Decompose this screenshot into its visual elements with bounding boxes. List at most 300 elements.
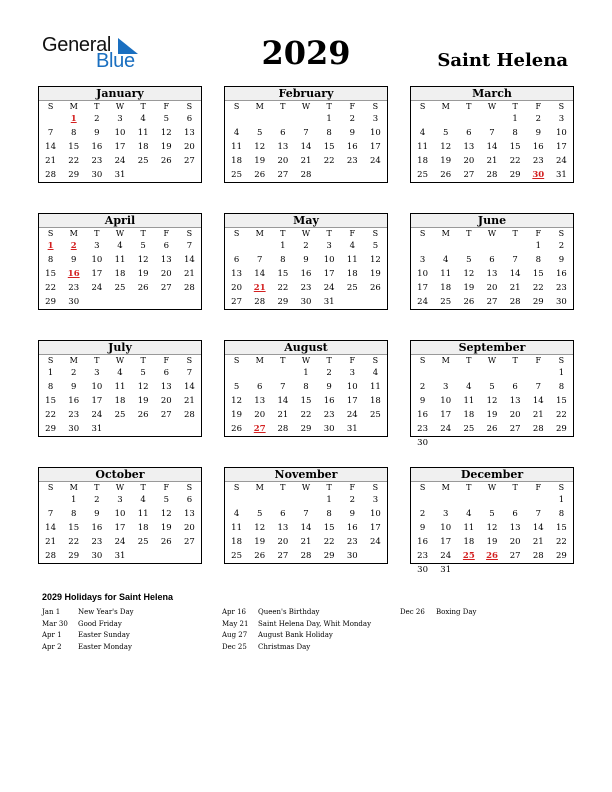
empty-day-cell xyxy=(364,549,387,563)
weekday-header: M xyxy=(69,483,78,492)
logo-text-blue: Blue xyxy=(96,50,135,72)
weekday-header: S xyxy=(233,356,240,365)
empty-day-cell xyxy=(132,549,155,563)
day-cell: 26 xyxy=(137,283,149,293)
day-cell: 18 xyxy=(370,396,381,406)
holiday-row xyxy=(222,607,392,619)
empty-day-cell xyxy=(271,112,294,126)
weekday-header: T xyxy=(326,229,332,238)
day-cell: 8 xyxy=(303,382,309,392)
weekday-header: T xyxy=(280,483,286,492)
day-cell: 3 xyxy=(372,114,379,124)
day-cell: 17 xyxy=(370,142,381,152)
day-cell: 10 xyxy=(91,255,103,265)
empty-day-cell xyxy=(294,112,317,126)
day-cell: 18 xyxy=(231,537,242,547)
day-cell: 15 xyxy=(556,396,567,406)
day-cell: 3 xyxy=(419,255,426,265)
month-october xyxy=(38,467,202,564)
weekday-header: S xyxy=(372,102,379,111)
day-cell: 30 xyxy=(556,297,567,307)
day-cell: 3 xyxy=(117,495,123,505)
holiday-row xyxy=(42,619,212,631)
day-cell: 22 xyxy=(68,156,80,166)
day-cell: 15 xyxy=(68,523,80,533)
day-cell: 20 xyxy=(509,537,521,547)
day-cell: 29 xyxy=(323,551,335,561)
day-cell: 11 xyxy=(137,509,149,519)
day-cell: 9 xyxy=(94,128,100,138)
day-cell: 17 xyxy=(91,269,103,279)
empty-day-cell xyxy=(480,112,503,126)
weekday-header: M xyxy=(441,102,450,111)
day-cell: 5 xyxy=(140,368,146,378)
day-cell: 8 xyxy=(47,255,54,265)
day-cell: 4 xyxy=(233,509,240,519)
day-cell: 7 xyxy=(512,255,518,265)
empty-day-cell xyxy=(225,239,248,253)
day-cell: 20 xyxy=(184,142,195,152)
day-cell: 16 xyxy=(346,142,358,152)
month-name: November xyxy=(225,468,387,482)
empty-day-cell xyxy=(155,549,178,563)
logo-text-general: General xyxy=(42,34,112,56)
day-cell: 19 xyxy=(463,283,475,293)
weekday-header: S xyxy=(558,102,565,111)
day-cell: 11 xyxy=(231,523,242,533)
weekday-header: S xyxy=(419,102,426,111)
day-cell: 19 xyxy=(370,269,381,279)
holiday-name: August Bank Holiday xyxy=(258,631,333,639)
day-cell: 24 xyxy=(91,410,103,420)
empty-day-cell xyxy=(85,295,108,309)
day-cell: 31 xyxy=(556,170,567,180)
day-cell: 11 xyxy=(370,382,381,392)
weekday-header: W xyxy=(115,229,125,238)
day-cell: 8 xyxy=(47,382,54,392)
weekday-header: M xyxy=(255,483,264,492)
holiday-row xyxy=(222,630,392,642)
empty-day-cell xyxy=(178,295,201,309)
day-cell: 19 xyxy=(160,523,172,533)
day-cell: 2 xyxy=(349,114,355,124)
day-cell: 2 xyxy=(326,368,332,378)
empty-day-cell xyxy=(480,366,503,380)
day-cell: 16 xyxy=(91,142,103,152)
weekday-header: M xyxy=(255,229,264,238)
day-cell: 6 xyxy=(163,241,169,251)
day-cell: 21 xyxy=(300,156,312,166)
day-cell: 22 xyxy=(532,283,544,293)
day-cell: 5 xyxy=(163,495,169,505)
day-cell: 8 xyxy=(326,128,332,138)
day-cell: 20 xyxy=(160,269,172,279)
weekday-header: S xyxy=(47,102,54,111)
day-cell: 7 xyxy=(303,128,309,138)
day-cell: 6 xyxy=(512,509,518,519)
day-cell: 9 xyxy=(349,509,355,519)
empty-day-cell xyxy=(411,239,434,253)
empty-day-cell xyxy=(225,493,248,507)
day-cell: 5 xyxy=(443,128,449,138)
day-cell: 24 xyxy=(370,537,381,547)
day-cell: 9 xyxy=(419,523,426,533)
weekday-header: T xyxy=(94,483,100,492)
day-cell: 2 xyxy=(558,241,565,251)
month-name: October xyxy=(39,468,201,482)
empty-day-cell xyxy=(364,168,387,182)
day-cell: 24 xyxy=(440,551,452,561)
month-november xyxy=(224,467,388,564)
day-cell: 5 xyxy=(233,382,240,392)
day-cell: 24 xyxy=(370,156,381,166)
holiday-date: May 21 xyxy=(222,619,249,628)
day-cell: 17 xyxy=(417,283,428,293)
day-cell: 28 xyxy=(300,551,312,561)
holiday-day-cell: 1 xyxy=(47,241,54,251)
day-cell: 23 xyxy=(417,551,428,561)
day-cell: 14 xyxy=(45,142,56,152)
day-cell: 31 xyxy=(440,565,452,575)
empty-day-cell xyxy=(294,493,317,507)
generalblue-logo xyxy=(42,34,142,74)
holiday-name: Queen's Birthday xyxy=(258,608,320,616)
holiday-row xyxy=(400,607,570,619)
day-cell: 26 xyxy=(160,156,172,166)
day-cell: 10 xyxy=(440,396,452,406)
empty-day-cell xyxy=(39,112,62,126)
day-cell: 11 xyxy=(114,255,126,265)
day-cell: 3 xyxy=(443,382,449,392)
weekday-header: M xyxy=(441,483,450,492)
weekday-header: W xyxy=(301,483,311,492)
day-cell: 11 xyxy=(346,255,358,265)
day-cell: 3 xyxy=(443,509,449,519)
day-cell: 10 xyxy=(114,128,126,138)
holiday-name: Good Friday xyxy=(78,619,122,628)
day-cell: 23 xyxy=(417,424,428,434)
holiday-name: New Year's Day xyxy=(78,608,134,616)
day-cell: 4 xyxy=(140,114,146,124)
day-cell: 4 xyxy=(419,128,426,138)
day-cell: 15 xyxy=(532,269,544,279)
day-cell: 11 xyxy=(114,382,126,392)
day-cell: 5 xyxy=(140,241,146,251)
empty-day-cell xyxy=(341,295,364,309)
day-cell: 19 xyxy=(486,537,498,547)
day-cell: 11 xyxy=(137,128,149,138)
day-cell: 1 xyxy=(558,495,565,505)
day-cell: 4 xyxy=(233,128,240,138)
day-cell: 15 xyxy=(300,396,312,406)
day-cell: 26 xyxy=(254,170,266,180)
day-cell: 26 xyxy=(137,410,149,420)
day-cell: 25 xyxy=(114,283,126,293)
day-cell: 16 xyxy=(68,396,80,406)
weekday-header: T xyxy=(326,356,332,365)
day-cell: 20 xyxy=(277,537,289,547)
holiday-date: Mar 30 xyxy=(42,619,68,628)
day-cell: 19 xyxy=(254,156,266,166)
month-january xyxy=(38,86,202,183)
day-cell: 18 xyxy=(463,537,475,547)
weekday-header: S xyxy=(372,356,379,365)
day-cell: 23 xyxy=(532,156,544,166)
day-cell: 3 xyxy=(94,368,100,378)
day-cell: 16 xyxy=(323,396,335,406)
day-cell: 7 xyxy=(186,368,193,378)
day-cell: 26 xyxy=(486,424,498,434)
day-cell: 10 xyxy=(440,523,452,533)
day-cell: 6 xyxy=(186,495,193,505)
day-cell: 19 xyxy=(137,269,149,279)
month-april xyxy=(38,213,202,310)
empty-day-cell xyxy=(364,422,387,436)
empty-day-cell xyxy=(480,563,503,577)
holiday-date: Jan 1 xyxy=(42,608,61,616)
day-cell: 27 xyxy=(184,156,195,166)
day-cell: 25 xyxy=(231,551,242,561)
empty-day-cell xyxy=(527,366,550,380)
day-cell: 10 xyxy=(556,128,567,138)
day-cell: 1 xyxy=(326,495,332,505)
month-name: March xyxy=(411,87,573,101)
holiday-day-cell: 16 xyxy=(67,269,80,279)
day-cell: 17 xyxy=(323,269,335,279)
day-cell: 10 xyxy=(91,382,103,392)
day-cell: 25 xyxy=(463,424,475,434)
weekday-header: S xyxy=(558,229,565,238)
empty-day-cell xyxy=(457,436,480,450)
day-cell: 15 xyxy=(556,523,567,533)
holiday-name: Saint Helena Day, Whit Monday xyxy=(258,619,372,628)
empty-day-cell xyxy=(434,493,457,507)
day-cell: 17 xyxy=(556,142,567,152)
day-cell: 10 xyxy=(370,509,381,519)
day-cell: 14 xyxy=(509,269,521,279)
day-cell: 21 xyxy=(45,537,56,547)
day-cell: 23 xyxy=(300,283,312,293)
day-cell: 29 xyxy=(509,170,521,180)
weekday-header: S xyxy=(558,356,565,365)
empty-day-cell xyxy=(225,366,248,380)
empty-day-cell xyxy=(108,295,131,309)
day-cell: 30 xyxy=(300,297,312,307)
day-cell: 13 xyxy=(277,523,289,533)
holiday-row xyxy=(42,630,212,642)
day-cell: 30 xyxy=(417,565,428,575)
day-cell: 19 xyxy=(440,156,452,166)
day-cell: 7 xyxy=(47,509,54,519)
empty-day-cell xyxy=(434,112,457,126)
day-cell: 24 xyxy=(346,410,358,420)
day-cell: 4 xyxy=(117,241,123,251)
day-cell: 16 xyxy=(300,269,312,279)
day-cell: 17 xyxy=(440,410,452,420)
day-cell: 23 xyxy=(556,283,567,293)
day-cell: 3 xyxy=(117,114,123,124)
empty-day-cell xyxy=(178,422,201,436)
holiday-day-cell: 25 xyxy=(462,551,475,561)
day-cell: 14 xyxy=(532,396,544,406)
empty-day-cell xyxy=(504,366,527,380)
day-cell: 9 xyxy=(558,255,565,265)
weekday-header: T xyxy=(94,102,100,111)
day-cell: 11 xyxy=(463,396,475,406)
day-cell: 6 xyxy=(512,382,518,392)
holiday-column xyxy=(42,607,212,653)
empty-day-cell xyxy=(550,436,573,450)
day-cell: 17 xyxy=(370,523,381,533)
day-cell: 1 xyxy=(47,368,54,378)
weekday-header: W xyxy=(487,102,497,111)
day-cell: 4 xyxy=(466,382,472,392)
day-cell: 25 xyxy=(231,170,242,180)
weekday-header: S xyxy=(186,356,193,365)
weekday-header: T xyxy=(512,356,518,365)
day-cell: 12 xyxy=(160,509,172,519)
day-cell: 30 xyxy=(323,424,335,434)
weekday-header: F xyxy=(163,229,170,238)
day-cell: 1 xyxy=(303,368,309,378)
empty-day-cell xyxy=(225,112,248,126)
weekday-header: S xyxy=(233,483,240,492)
day-cell: 14 xyxy=(254,269,266,279)
day-cell: 10 xyxy=(114,509,126,519)
weekday-header: F xyxy=(163,102,170,111)
day-cell: 7 xyxy=(489,128,495,138)
weekday-header: T xyxy=(326,102,332,111)
day-cell: 14 xyxy=(486,142,498,152)
day-cell: 7 xyxy=(186,241,193,251)
weekday-header: S xyxy=(186,483,193,492)
day-cell: 9 xyxy=(349,128,355,138)
month-march xyxy=(410,86,574,183)
day-cell: 13 xyxy=(277,142,289,152)
empty-day-cell xyxy=(434,366,457,380)
day-cell: 12 xyxy=(254,523,266,533)
day-cell: 10 xyxy=(370,128,381,138)
day-cell: 26 xyxy=(231,424,242,434)
weekday-header: T xyxy=(512,229,518,238)
month-name: August xyxy=(225,341,387,355)
day-cell: 29 xyxy=(277,297,289,307)
empty-day-cell xyxy=(248,493,271,507)
day-cell: 24 xyxy=(323,283,335,293)
day-cell: 3 xyxy=(372,495,379,505)
weekday-header: M xyxy=(441,356,450,365)
empty-day-cell xyxy=(132,422,155,436)
day-cell: 14 xyxy=(184,382,195,392)
day-cell: 29 xyxy=(556,551,567,561)
day-cell: 8 xyxy=(326,509,332,519)
day-cell: 28 xyxy=(45,170,56,180)
weekday-header: M xyxy=(69,356,78,365)
day-cell: 24 xyxy=(440,424,452,434)
weekday-header: T xyxy=(140,229,146,238)
day-cell: 19 xyxy=(231,410,242,420)
day-cell: 2 xyxy=(71,368,77,378)
day-cell: 17 xyxy=(114,523,126,533)
day-cell: 16 xyxy=(532,142,544,152)
day-cell: 23 xyxy=(91,156,103,166)
day-cell: 22 xyxy=(556,537,567,547)
day-cell: 14 xyxy=(532,523,544,533)
empty-day-cell xyxy=(527,493,550,507)
weekday-header: S xyxy=(419,356,426,365)
day-cell: 28 xyxy=(184,283,195,293)
day-cell: 24 xyxy=(556,156,567,166)
empty-day-cell xyxy=(411,112,434,126)
day-cell: 27 xyxy=(486,297,498,307)
holiday-row xyxy=(42,607,212,619)
day-cell: 7 xyxy=(303,509,309,519)
holiday-date: Apr 16 xyxy=(222,608,247,616)
weekday-header: S xyxy=(186,229,193,238)
day-cell: 4 xyxy=(140,495,146,505)
day-cell: 22 xyxy=(509,156,521,166)
weekday-header: W xyxy=(487,483,497,492)
day-cell: 18 xyxy=(114,269,126,279)
day-cell: 23 xyxy=(91,537,103,547)
month-february xyxy=(224,86,388,183)
day-cell: 27 xyxy=(277,170,289,180)
holidays-title: 2029 Holidays for Saint Helena xyxy=(42,592,174,602)
empty-day-cell xyxy=(527,436,550,450)
day-cell: 25 xyxy=(114,410,126,420)
weekday-header: T xyxy=(326,483,332,492)
holiday-column xyxy=(400,607,570,619)
day-cell: 13 xyxy=(231,269,242,279)
day-cell: 26 xyxy=(463,297,475,307)
day-cell: 30 xyxy=(91,170,103,180)
day-cell: 21 xyxy=(184,396,195,406)
empty-day-cell xyxy=(271,366,294,380)
weekday-header: F xyxy=(535,102,542,111)
day-cell: 13 xyxy=(463,142,475,152)
day-cell: 4 xyxy=(443,255,449,265)
day-cell: 27 xyxy=(509,551,521,561)
holiday-row xyxy=(42,642,212,654)
day-cell: 23 xyxy=(68,410,80,420)
holiday-name: Boxing Day xyxy=(436,608,477,616)
day-cell: 30 xyxy=(68,297,80,307)
weekday-header: F xyxy=(163,356,170,365)
day-cell: 24 xyxy=(114,537,126,547)
holiday-day-cell: 1 xyxy=(70,114,77,124)
day-cell: 15 xyxy=(68,142,80,152)
weekday-header: M xyxy=(255,356,264,365)
weekday-header: F xyxy=(349,102,356,111)
day-cell: 18 xyxy=(463,410,475,420)
day-cell: 9 xyxy=(71,255,77,265)
day-cell: 24 xyxy=(417,297,428,307)
empty-day-cell xyxy=(248,239,271,253)
day-cell: 7 xyxy=(535,382,541,392)
day-cell: 7 xyxy=(535,509,541,519)
day-cell: 20 xyxy=(160,396,172,406)
empty-day-cell xyxy=(480,436,503,450)
day-cell: 13 xyxy=(509,523,521,533)
day-cell: 8 xyxy=(71,509,77,519)
weekday-header: S xyxy=(419,483,426,492)
day-cell: 31 xyxy=(323,297,335,307)
day-cell: 12 xyxy=(231,396,242,406)
empty-day-cell xyxy=(457,493,480,507)
day-cell: 23 xyxy=(323,410,335,420)
day-cell: 22 xyxy=(323,537,335,547)
day-cell: 12 xyxy=(486,396,498,406)
